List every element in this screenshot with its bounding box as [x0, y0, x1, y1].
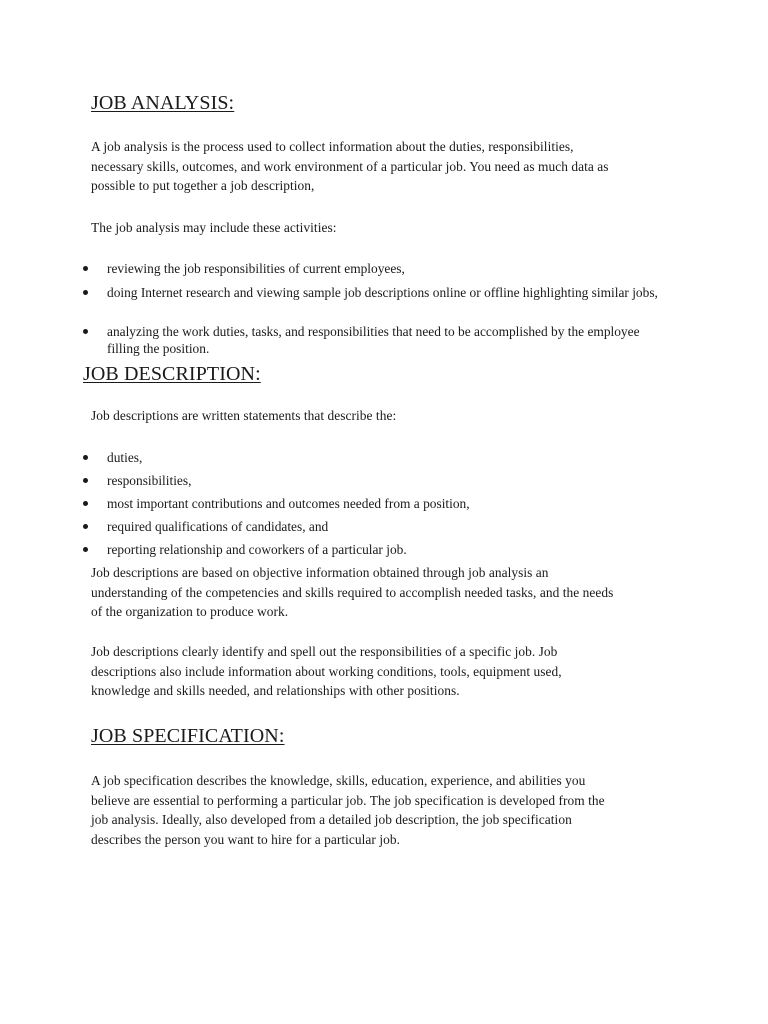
job-analysis-intro-line-1: A job analysis is the process used to collect information about the duties, responsibilities,	[91, 139, 574, 154]
list-item: required qualifications of candidates, and	[107, 518, 707, 535]
job-analysis-lead-in: The job analysis may include these activities:	[91, 220, 337, 235]
job-description-para1-line-3: of the organization to produce work.	[91, 604, 289, 619]
bullet-icon	[83, 266, 88, 271]
job-description-para2-line-2: descriptions also include information about working conditions, tools, equipment used,	[91, 663, 562, 679]
bullet-icon	[83, 501, 88, 506]
job-specification-line-1: A job specification describes the knowledge, skills, education, experience, and abilities you	[91, 773, 586, 788]
job-description-para1-line-2: understanding of the competencies and skills required to accomplish needed tasks, and the needs	[91, 584, 614, 600]
bullet-icon	[83, 290, 88, 295]
bullet-icon	[83, 329, 88, 334]
job-analysis-intro-line-3: possible to put together a job description,	[91, 178, 315, 193]
job-description-para2-line-3: knowledge and skills needed, and relationships with other positions.	[91, 683, 460, 698]
job-analysis-intro-line-2: necessary skills, outcomes, and work environment of a particular job. You need as much data as	[91, 158, 609, 174]
list-item: doing Internet research and viewing sample job descriptions online or offline highlighting similar jobs,	[107, 284, 667, 301]
list-item: responsibilities,	[107, 472, 707, 489]
job-description-lead-in: Job descriptions are written statements that describe the:	[91, 408, 397, 423]
job-description-para2-line-1: Job descriptions clearly identify and spell out the responsibilities of a specific job. Job	[91, 644, 558, 659]
list-item: most important contributions and outcomes needed from a position,	[107, 495, 707, 512]
list-item: analyzing the work duties, tasks, and responsibilities that need to be accomplished by the employee filling the position.	[107, 323, 667, 357]
list-item: reviewing the job responsibilities of current employees,	[107, 260, 707, 277]
job-specification-line-3: job analysis. Ideally, also developed from a detailed job description, the job specification	[91, 812, 572, 827]
heading-job-description: JOB DESCRIPTION:	[83, 363, 261, 385]
bullet-icon	[83, 478, 88, 483]
job-specification-line-2: believe are essential to performing a particular job. The job specification is developed from the	[91, 792, 605, 808]
bullet-icon	[83, 524, 88, 529]
bullet-icon	[83, 455, 88, 460]
list-item: duties,	[107, 449, 707, 466]
job-description-para1-line-1: Job descriptions are based on objective information obtained through job analysis an	[91, 565, 549, 580]
heading-job-specification: JOB SPECIFICATION:	[91, 725, 285, 747]
bullet-icon	[83, 547, 88, 552]
job-specification-line-4: describes the person you want to hire for a particular job.	[91, 831, 400, 847]
list-item: reporting relationship and coworkers of a particular job.	[107, 541, 707, 558]
heading-job-analysis: JOB ANALYSIS:	[91, 92, 235, 114]
